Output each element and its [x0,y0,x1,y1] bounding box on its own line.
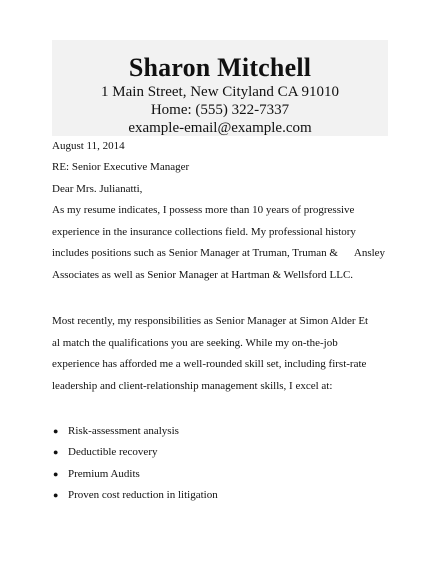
bullet-icon: ● [53,468,59,479]
bullet-icon: ● [53,426,59,436]
skill-text: Premium Audits [68,467,140,480]
list-item [52,421,218,442]
letter-date: August 11, 2014 [52,140,125,152]
list-item [52,485,218,506]
paragraph-line: includes positions such as Senior Manager at Truman, Truman & Ansley [52,247,386,259]
paragraph-line: Most recently, my responsibilities as Senior Manager at Simon Alder Et [52,315,369,327]
paragraph-line: leadership and client-relationship management skills, I excel at: [52,379,333,392]
paragraph-line: experience has afforded me a well-rounded skill set, including first-rate [52,358,367,370]
paragraph-recent-role [52,311,397,397]
bullet-icon: ● [53,489,59,500]
list-item [52,442,218,463]
letterhead [52,40,388,136]
letter-subject: RE: Senior Executive Manager [52,161,190,173]
paragraph-line: Associates as well as Senior Manager at Hartman & Wellsford LLC. [52,268,354,281]
paragraph-line: experience in the insurance collections field. My professional history [52,225,356,238]
skills-list [52,421,218,506]
skill-text: Deductible recovery [68,446,158,459]
paragraph-line: As my resume indicates, I possess more than 10 years of progressive [52,204,355,216]
paragraph-experience [52,200,397,286]
paragraph-line: al match the qualifications you are seeking. While my on-the-job [52,336,338,349]
sender-email: example-email@example.com [128,120,312,136]
letter-salutation: Dear Mrs. Julianatti, [52,183,143,195]
sender-phone: Home: (555) 322-7337 [150,102,290,118]
skill-text: Proven cost reduction in litigation [68,488,218,501]
list-item [52,464,218,485]
bullet-icon: ● [53,447,59,458]
skill-text: Risk-assessment analysis [68,425,179,437]
sender-address: 1 Main Street, New Cityland CA 91010 [101,84,339,100]
sender-name: Sharon Mitchell [128,53,312,82]
